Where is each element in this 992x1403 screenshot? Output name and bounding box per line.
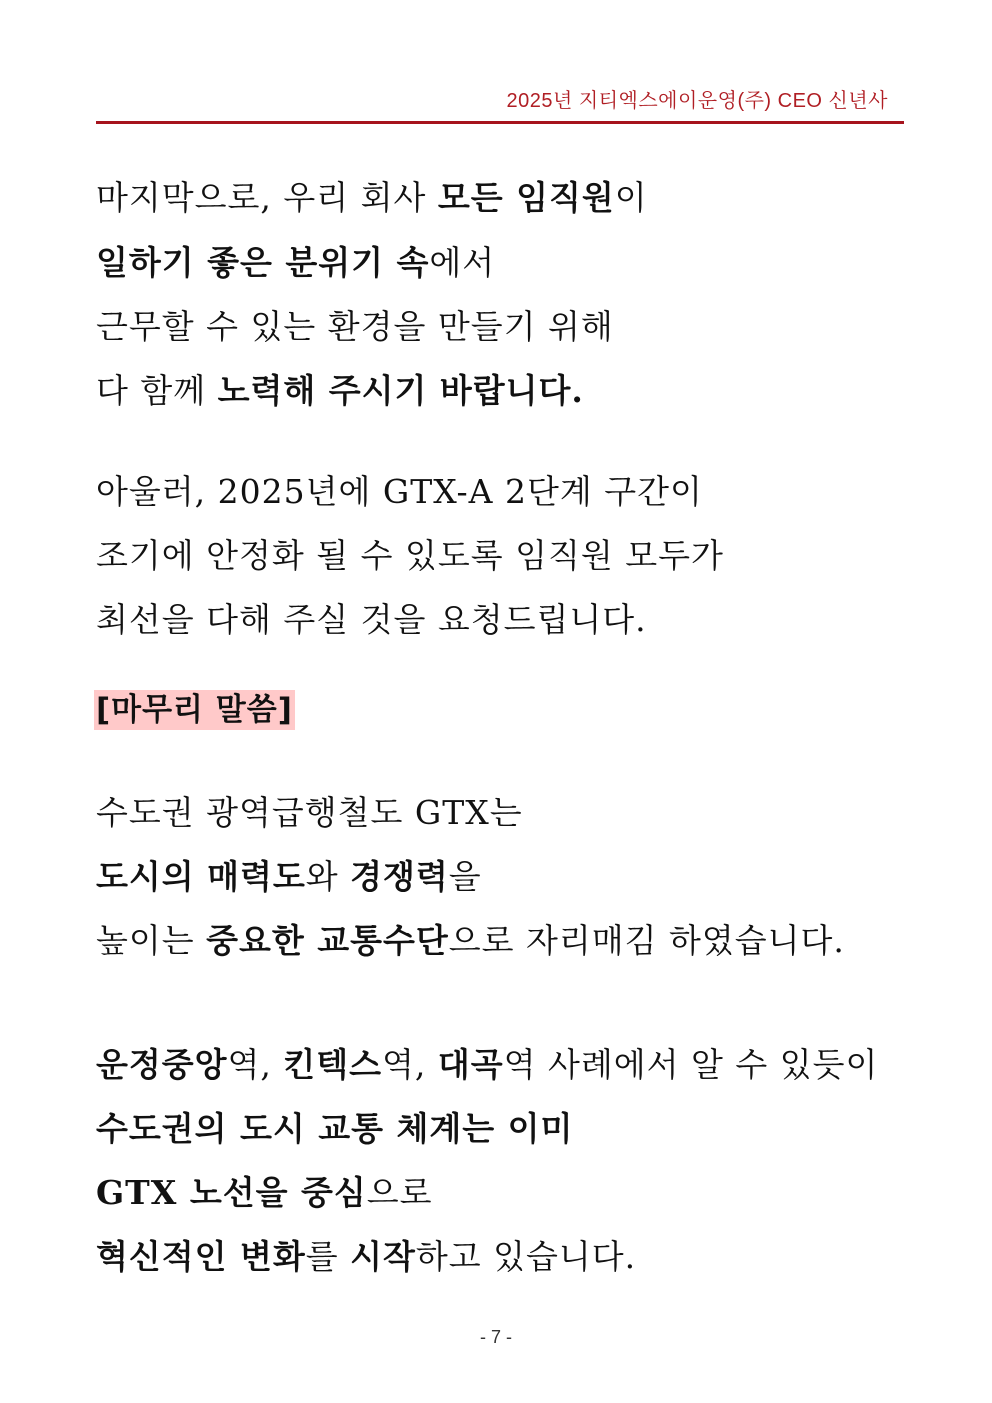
bold-text-run: 노력해 주시기 바랍니다.	[217, 371, 584, 410]
bold-text-run: 대곡	[437, 1045, 504, 1084]
bold-text-run: 킨텍스	[283, 1045, 383, 1084]
paragraph-line	[96, 787, 523, 834]
text-run: 를	[305, 1237, 351, 1276]
bold-text-run: 중요한 교통수단	[206, 921, 449, 960]
paragraph-line	[96, 1231, 636, 1278]
paragraph-line	[96, 1039, 878, 1086]
paragraph-line	[96, 851, 482, 898]
text-run: 에서	[429, 243, 496, 282]
text-run: 근무할 수 있는 환경을 만들기 위해	[96, 307, 614, 346]
text-run: 조기에 안정화 될 수 있도록 임직원 모두가	[96, 536, 724, 575]
text-run: 으로	[366, 1173, 433, 1212]
paragraph-line	[96, 301, 614, 348]
bold-text-run: 시작	[350, 1237, 416, 1276]
paragraph-line	[96, 1167, 432, 1214]
text-run: 최선을 다해 주실 것을 요청드립니다.	[96, 600, 647, 639]
text-run: 마지막으로, 우리 회사	[96, 178, 438, 217]
header-divider	[96, 121, 904, 124]
text-run: 높이는	[96, 921, 207, 960]
bold-text-run: 도시의 매력도	[96, 857, 306, 896]
text-run: 으로 자리매김 하였습니다.	[448, 921, 845, 960]
paragraph-line	[96, 172, 648, 219]
paragraph-line	[96, 237, 495, 284]
text-run: 을	[448, 857, 482, 896]
page-number: - 7 -	[479, 1327, 512, 1347]
text-run: 역 사례에서 알 수 있듯이	[503, 1045, 879, 1084]
bold-text-run: 혁신적인 변화	[96, 1237, 306, 1276]
bold-text-run: GTX 노선을 중심	[96, 1173, 367, 1212]
text-run: 역,	[227, 1045, 284, 1084]
bold-text-run: 일하기 좋은 분위기 속	[96, 243, 430, 282]
paragraph-line	[96, 530, 724, 577]
paragraph-line	[96, 915, 845, 962]
paragraph-line	[96, 594, 647, 641]
document-header-title: 2025년 지티엑스에이운영(주) CEO 신년사	[506, 90, 888, 112]
text-run: 하고 있습니다.	[415, 1237, 637, 1276]
text-run: 이	[614, 178, 648, 217]
text-run: 역,	[382, 1045, 438, 1084]
text-run: 아울러, 2025년에 GTX-A 2단계 구간이	[96, 472, 703, 511]
text-run: 와	[305, 857, 351, 896]
paragraph-line	[96, 1103, 573, 1150]
bold-text-run: 경쟁력	[350, 857, 449, 896]
section-heading: [마무리 말씀]	[96, 692, 293, 728]
text-run: 수도권 광역급행철도 GTX는	[96, 793, 523, 832]
bold-text-run: 수도권의 도시 교통 체계는 이미	[96, 1109, 574, 1148]
paragraph-line	[96, 365, 584, 412]
bold-text-run: 운정중앙	[96, 1045, 228, 1084]
paragraph-line	[96, 466, 703, 513]
text-run: 다 함께	[96, 371, 218, 410]
bold-text-run: 모든 임직원	[437, 178, 615, 217]
